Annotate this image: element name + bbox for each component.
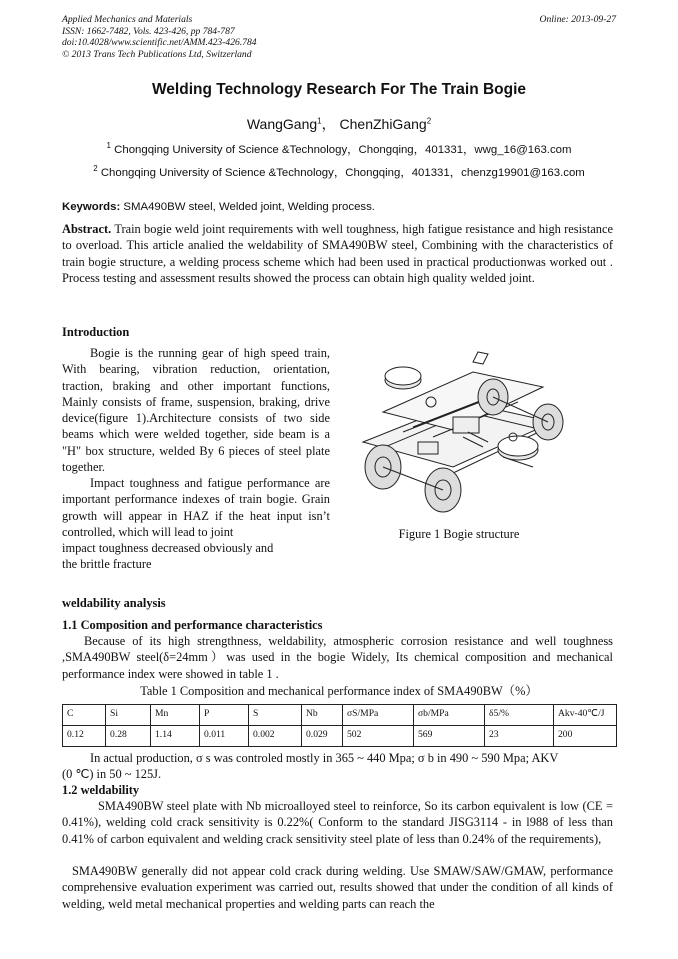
table-cell: 0.12 [63, 726, 106, 747]
table-header-cell: Nb [302, 705, 343, 726]
abstract-text: Train bogie weld joint requirements with well toughness, high fatigue resistance and high resistance to overload. This article analied the weldability of SMA490BW steel, Combining with the characteristics of train bogie structure, a welding process scheme which had been used in practical productionwas worked out . Process testing and assessment results showed the process can obtain high quality welded joint. [62, 222, 614, 285]
author-1: WangGang [246, 116, 318, 132]
table-header-cell: Mn [151, 705, 200, 726]
introduction-para-1: Bogie is the running gear of high speed train, With bearing, vibration reduction, orientation, traction, braking and other important functions, Mainly consists of frame, suspension, braking, drive device(figure 1).Architecture consists of two side beams which were welded together, side beam is a "H" box structure, welded By 6 pieces of steel plate together. [62, 346, 330, 475]
section-1-2-para-2: SMA490BW generally did not appear cold crack during welding. Use SMAW/SAW/GMAW, performance comprehensive evaluation experiment was carried out, results showed that under the condition of all kinds of welding, weld metal mechanical properties and welding parts can reach the [62, 864, 613, 911]
table-cell: 502 [343, 726, 414, 747]
author-1-sup: 1 [317, 116, 322, 126]
after-table-line-2: (0 ℃) in 50 ~ 125J. [62, 767, 162, 781]
journal-name: Applied Mechanics and Materials [62, 14, 193, 25]
bogie-drawing [343, 342, 575, 514]
table-cell: 0.002 [249, 726, 302, 747]
section-1-1-heading: 1.1 Composition and performance characteristics [62, 618, 323, 632]
table-1-caption: Table 1 Composition and mechanical performance index of SMA490BW（%） [140, 684, 538, 698]
online-date: Online: 2013-09-27 [539, 14, 616, 25]
bogie-figure [343, 342, 575, 514]
paper-title: Welding Technology Research For The Train Bogie [151, 81, 527, 98]
after-table-line-1: In actual production, σ s was controled mostly in 365 ~ 440 Mpa; σ b in 490 ~ 590 Mpa; AKV [90, 751, 559, 765]
section-1-2-para-1: SMA490BW steel plate with Nb microalloyed steel to reinforce, So its carbon equivalent is low (CE = 0.41%), welding cold crack sensitivity is 0.22%( Conform to the standard JISG3114 - in l988 of less than 0.41% of carbon equivalent and welding crack sensitivity steel plate of less than 0.24% of the requirements), [62, 799, 613, 846]
abstract-label: Abstract. [62, 222, 112, 236]
author-2: ChenZhiGang [339, 116, 427, 132]
keywords-text: SMA490BW steel, Welded joint, Welding process. [123, 201, 375, 213]
table-header-cell: σb/MPa [414, 705, 485, 726]
abstract [62, 221, 613, 286]
table-header-cell: C [63, 705, 106, 726]
table-cell: 0.029 [302, 726, 343, 747]
table-header-cell: S [249, 705, 302, 726]
introduction-para-2-line-2: impact toughness decreased obviously and [62, 541, 274, 555]
author-separator: ， [321, 116, 336, 132]
table-cell: 0.011 [200, 726, 249, 747]
weldability-heading: weldability analysis [62, 596, 166, 610]
introduction-para-2-line-3: the brittle fracture [62, 557, 152, 571]
table-header-cell: σS/MPa [343, 705, 414, 726]
table-cell: 569 [414, 726, 485, 747]
keywords-label: Keywords: [62, 201, 121, 213]
copyright-line: © 2013 Trans Tech Publications Ltd, Switzerland [62, 48, 252, 60]
table-header-cell: δ5/% [485, 705, 554, 726]
table-header-cell: P [200, 705, 249, 726]
section-1-2-heading: 1.2 weldability [62, 783, 140, 797]
introduction-heading: Introduction [62, 325, 130, 339]
table-header-row [63, 705, 617, 726]
affiliation-2 [0, 164, 678, 180]
section-1-1-text: Because of its high strengthness, weldability, atmospheric corrosion resistance and well toughness ,SMA490BW steel(δ=24mm）was used in the bogie Widely, Its chemical composition and mechanical performance index were showed in table 1 . [62, 634, 613, 681]
figure-1-caption: Figure 1 Bogie structure [398, 527, 520, 541]
affiliation-1-text: Chongqing University of Science &Technology，Chongqing，401331，wwg_16@163.com [114, 144, 572, 156]
affiliation-2-text: Chongqing University of Science &Technology，Chongqing，401331，chenzg19901@163.com [100, 167, 585, 179]
affiliation-1 [0, 141, 678, 157]
affiliation-1-sup: 1 [106, 141, 111, 151]
author-2-sup: 2 [426, 116, 432, 126]
keywords [62, 201, 617, 213]
table-row [63, 726, 617, 747]
table-cell: 1.14 [151, 726, 200, 747]
doi-line: doi:10.4028/www.scientific.net/AMM.423-426.784 [62, 37, 257, 48]
affiliation-2-sup: 2 [93, 164, 98, 174]
table-1 [62, 704, 617, 747]
issn-line: ISSN: 1662-7482, Vols. 423-426, pp 784-787 [62, 25, 235, 37]
table-cell: 0.28 [106, 726, 151, 747]
table-header-cell: Si [106, 705, 151, 726]
author-line [0, 114, 678, 134]
table-cell: 200 [554, 726, 617, 747]
introduction-para-2: Impact toughness and fatigue performance are important performance indexes of train bogie. Grain growth will appear in HAZ if the heat input isn’t controlled, which will lead to joint [62, 476, 330, 539]
journal-header [62, 14, 362, 60]
table-header-cell: Akv-40℃/J [554, 705, 617, 726]
table-cell: 23 [485, 726, 554, 747]
